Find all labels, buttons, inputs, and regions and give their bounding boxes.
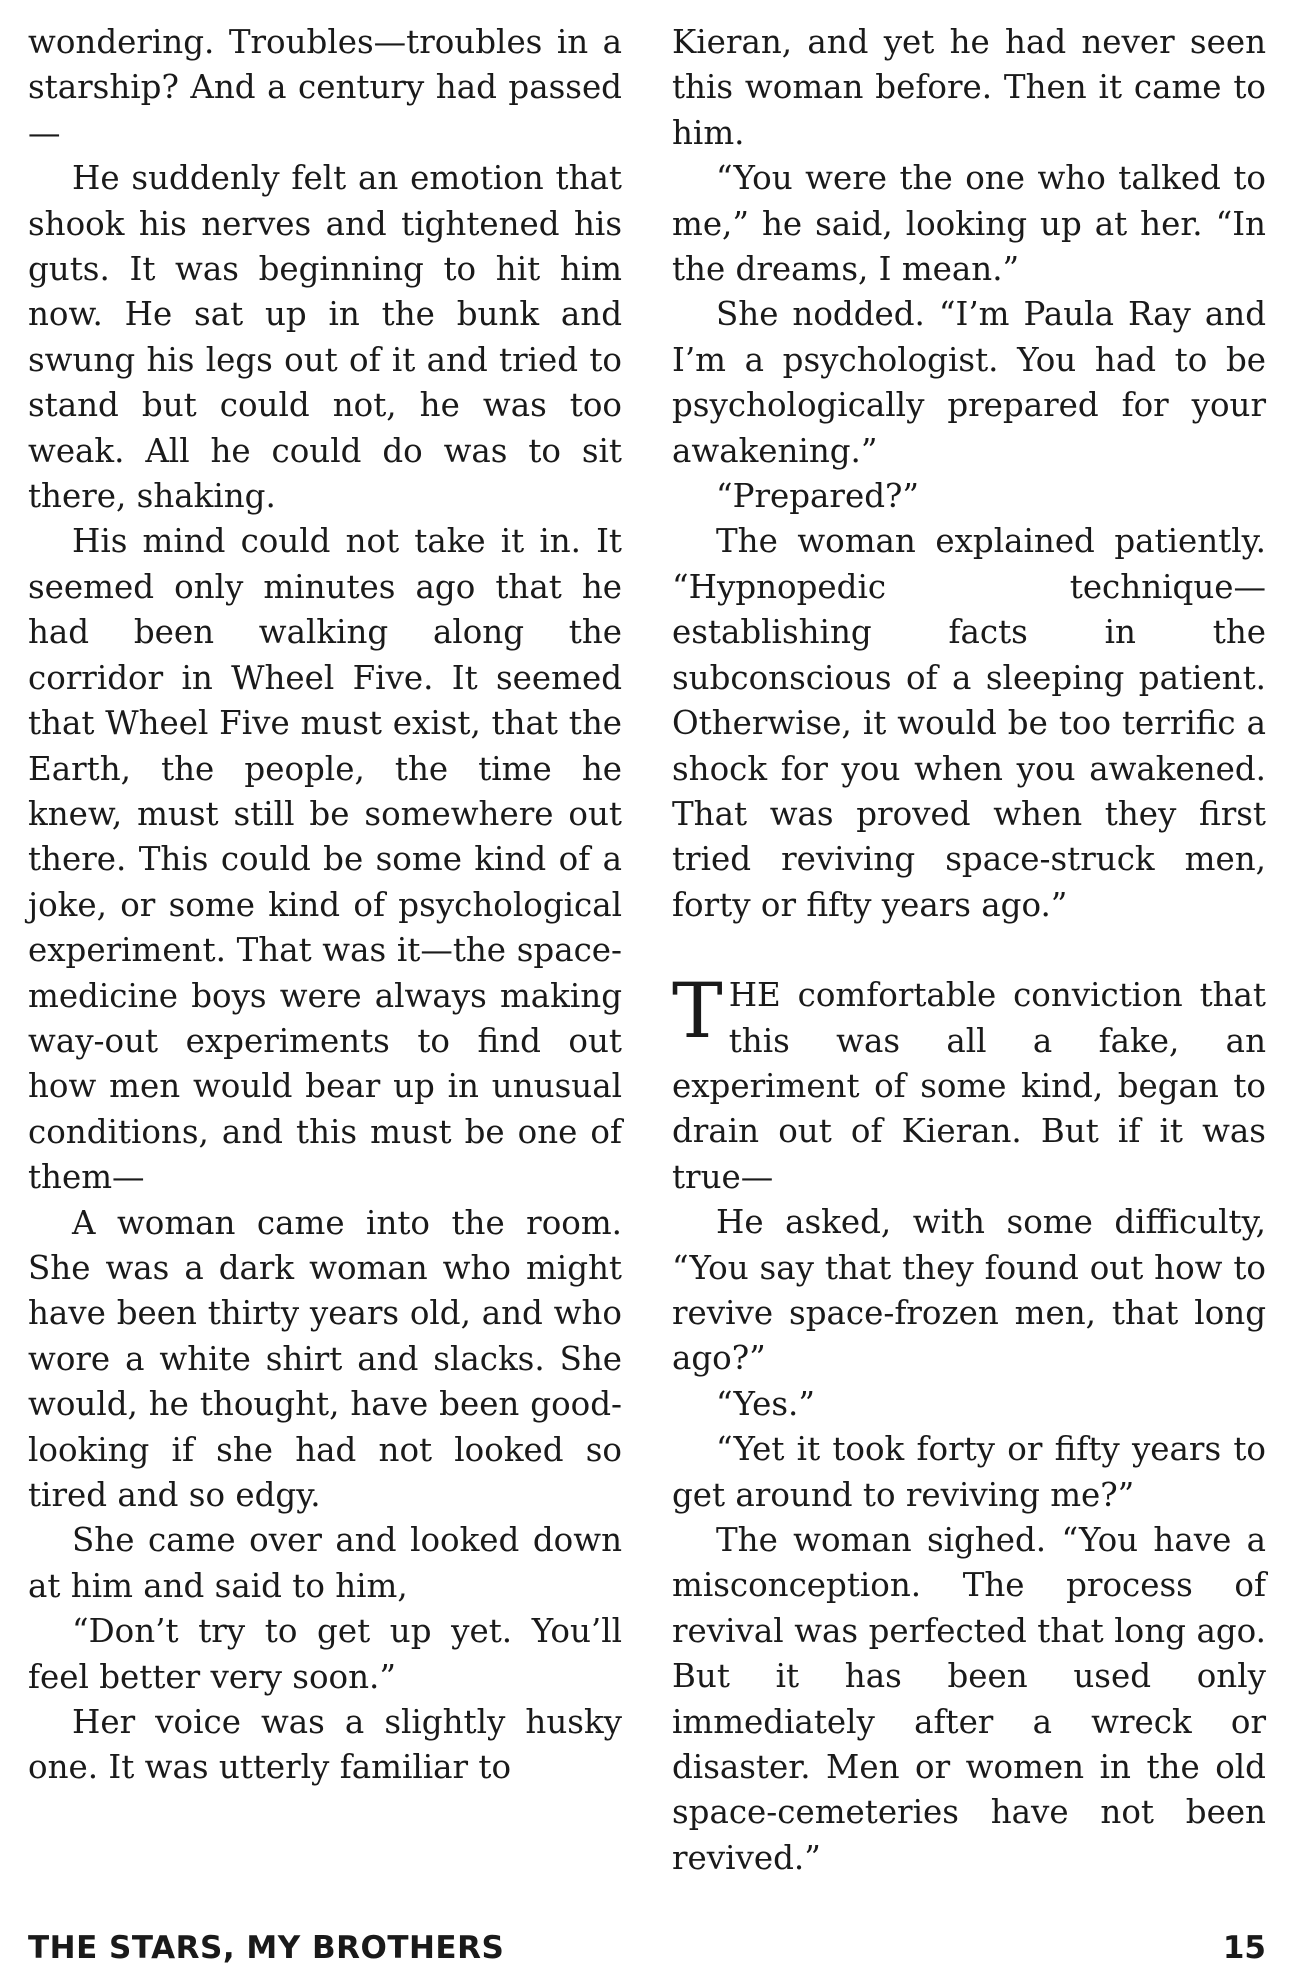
paragraph: He asked, with some difficulty, “You say that they found out how to revive space-frozen men, that long ago?”	[672, 1203, 1266, 1378]
right-column	[672, 20, 1266, 1881]
paragraph: “Yes.”	[716, 1384, 816, 1423]
paragraph: “Don’t try to get up yet. You’ll feel better very soon.”	[28, 1612, 622, 1696]
paragraph: The woman explained patiently. “Hypnopedic technique—establishing facts in the subconscious of a sleeping patient. Otherwise, it would be too terrific a shock for you when you awakened. That was proved when they first tried reviving space-struck men, forty or fifty years ago.”	[672, 522, 1266, 924]
drop-cap: T	[672, 966, 723, 1056]
page-footer	[28, 1930, 1266, 1970]
paragraph: Her voice was a slightly husky one. It was utterly familiar to	[28, 1703, 622, 1787]
paragraph: A woman came into the room. She was a dark woman who might have been thirty years old, and who wore a white shirt and slacks. She would, he thought, have been good-looking if she had not looked so tired and so edgy.	[28, 1203, 622, 1514]
section-text: HE comfortable conviction that this was all a fake, an experiment of some kind, began to drain out of Kieran. But if it was true—	[672, 976, 1266, 1196]
section-break-paragraph	[672, 966, 1266, 1200]
paragraph: Kieran, and yet he had never seen this woman before. Then it came to him.	[672, 23, 1266, 152]
paragraph: “Prepared?”	[716, 477, 920, 516]
paragraph: “Yet it took forty or fifty years to get around to reviving me?”	[672, 1430, 1266, 1514]
paragraph: “You were the one who talked to me,” he said, looking up at her. “In the dreams, I mean.”	[672, 159, 1266, 289]
paragraph: She nodded. “I’m Paula Ray and I’m a psychologist. You had to be psychologically prepared for your awakening.”	[672, 295, 1266, 470]
paragraph: The woman sighed. “You have a misconception. The process of revival was perfected that long ago. But it has been used only immediately after a wreck or disaster. Men or women in the old space-cemeteries have not been revived.”	[672, 1521, 1266, 1877]
page-number: 15	[1222, 1930, 1266, 1966]
running-title: THE STARS, MY BROTHERS	[28, 1930, 505, 1966]
paragraph: wondering. Troubles—troubles in a starship? And a century had passed—	[28, 23, 622, 152]
paragraph: His mind could not take it in. It seemed only minutes ago that he had been walking along the corridor in Wheel Five. It seemed that Wheel Five must exist, that the Earth, the people, the time he knew, must still be somewhere out there. This could be some kind of a joke, or some kind of psychological experiment. That was it—the space-medicine boys were always making way-out experiments to find out how men would bear up in unusual conditions, and this must be one of them—	[28, 522, 622, 1197]
left-column	[28, 20, 622, 1791]
paragraph: He suddenly felt an emotion that shook his nerves and tightened his guts. It was beginning to hit him now. He sat up in the bunk and swung his legs out of it and tried to stand but could not, he was too weak. All he could do was to sit there, shaking.	[28, 159, 622, 516]
paragraph: She came over and looked down at him and said to him,	[28, 1521, 622, 1605]
